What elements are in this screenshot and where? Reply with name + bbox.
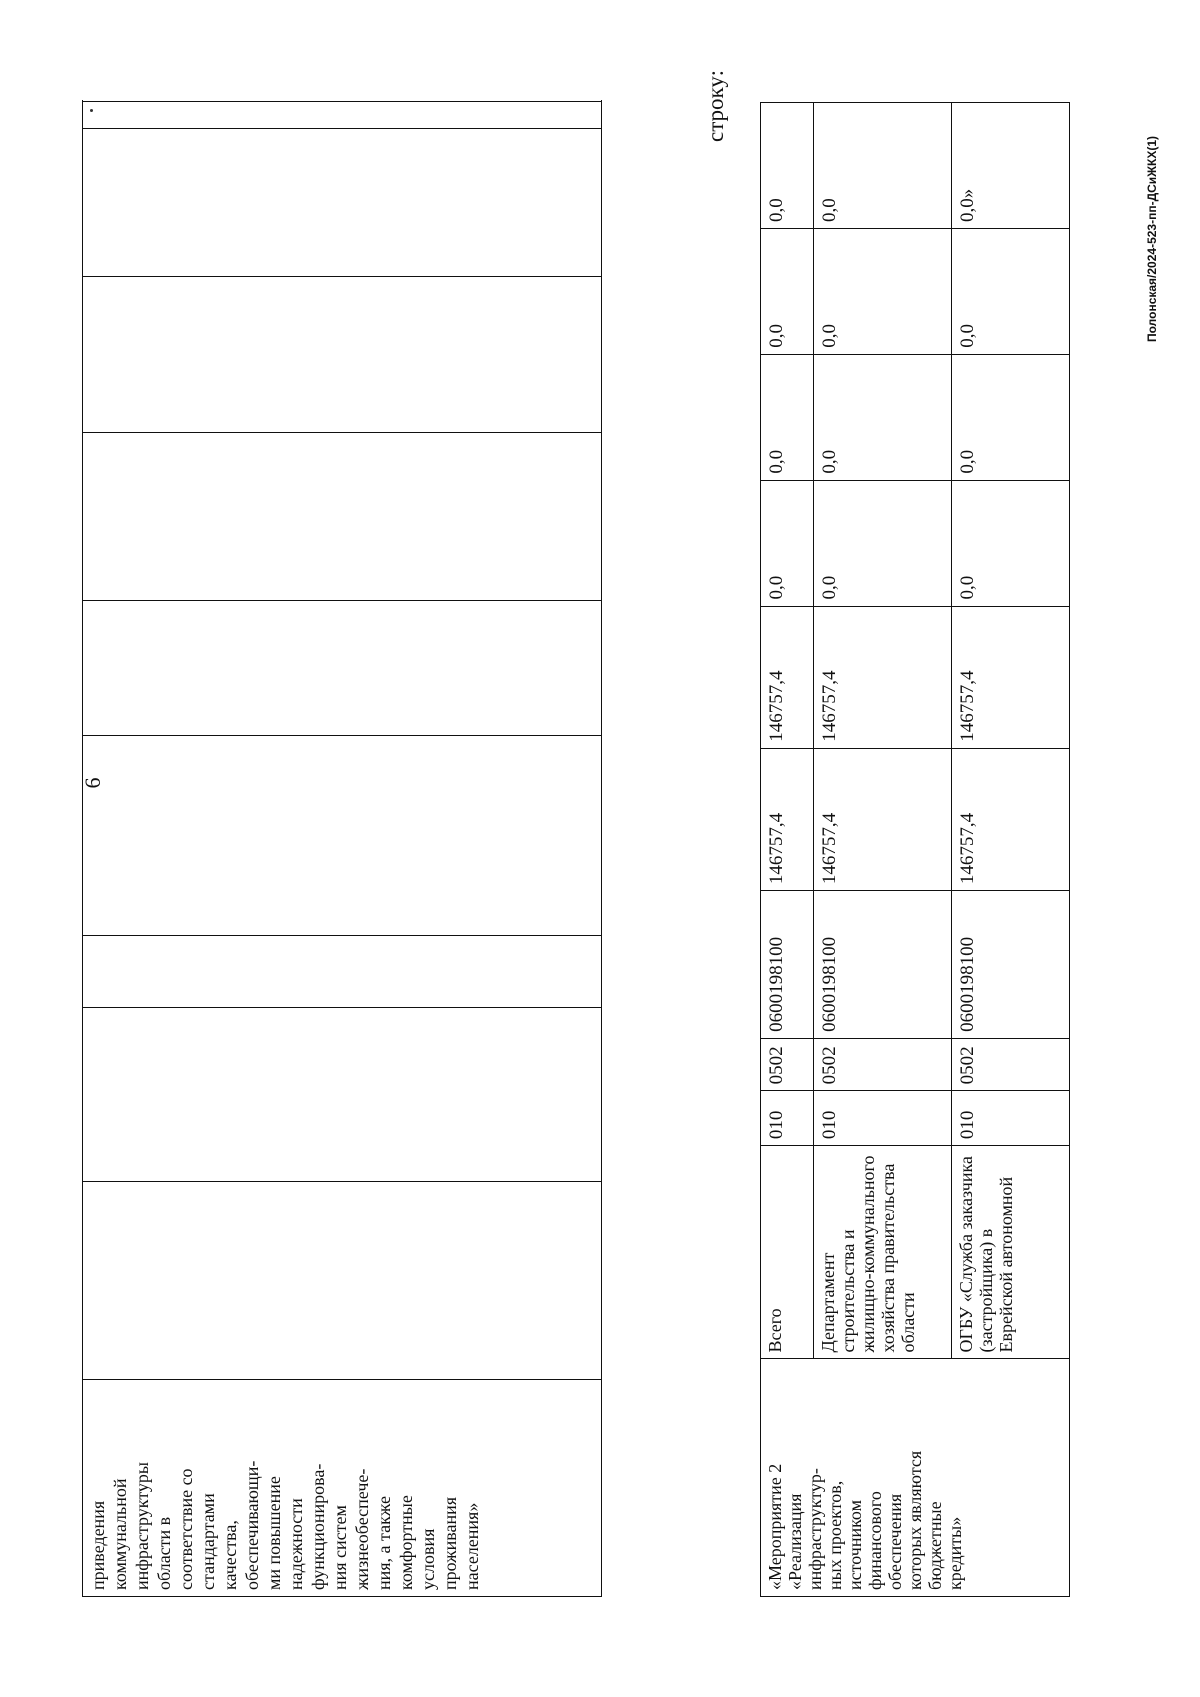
page-number: 6 — [80, 777, 105, 789]
table-cell — [83, 102, 602, 129]
executor-cell: ОГБУ «Служба заказчика (застройщика) в Еврейской автономной — [952, 1146, 1070, 1359]
year-cell: 0,0 — [952, 228, 1070, 354]
document-code: Полонская/2024-523-пп-ДСиЖКХ(1) — [1145, 135, 1159, 342]
csr-cell: 0600198100 — [952, 891, 1070, 1039]
total-cell: 146757,4 — [952, 748, 1070, 890]
year-cell: 146757,4 — [814, 606, 952, 748]
grbs-cell: 010 — [814, 1091, 952, 1146]
total-cell: 146757,4 — [761, 748, 814, 890]
table-cell — [83, 433, 602, 601]
year-cell: 146757,4 — [761, 606, 814, 748]
year-cell: 0,0 — [761, 103, 814, 229]
executor-cell: Департамент строительства и жилищно-коммунального хозяйства правительства области — [814, 1146, 952, 1359]
table-cell — [83, 1008, 602, 1182]
year-cell: 0,0 — [761, 480, 814, 606]
grbs-cell: 010 — [952, 1091, 1070, 1146]
year-cell: 146757,4 — [952, 606, 1070, 748]
year-cell: 0,0 — [952, 480, 1070, 606]
grbs-cell: 010 — [761, 1091, 814, 1146]
csr-cell: 0600198100 — [814, 891, 952, 1039]
table-cell — [83, 277, 602, 433]
table-row — [83, 102, 602, 1597]
csr-cell: 0600198100 — [761, 891, 814, 1039]
continuation-table — [82, 101, 602, 1597]
year-cell: 0,0 — [761, 354, 814, 480]
table-cell: приведения коммунальной инфраструктуры области в соответствие со стандартами качества, обеспечивающи- ми повышение надежности функционирова- ния систем жизнеобеспече- ния, а также комфортные условия проживания населения» — [83, 1380, 602, 1597]
year-cell: 0,0 — [952, 354, 1070, 480]
year-cell: 0,0 — [814, 480, 952, 606]
executor-cell: Всего — [761, 1146, 814, 1359]
rz-cell: 0502 — [814, 1038, 952, 1091]
stroku-label: строку: — [703, 70, 728, 142]
measure-name: «Мероприятие 2 «Реализация инфраструктур- ных проектов, источником финансового обеспечения которых являются бюджетные кредиты» — [761, 1359, 1070, 1597]
total-cell: 146757,4 — [814, 748, 952, 890]
year-cell: 0,0 — [814, 103, 952, 229]
table-row — [761, 103, 814, 1597]
year-cell: 0,0» — [952, 103, 1070, 229]
year-cell: 0,0 — [814, 354, 952, 480]
rz-cell: 0502 — [761, 1038, 814, 1091]
year-cell: 0,0 — [761, 228, 814, 354]
table-cell — [83, 1182, 602, 1380]
measure-table — [760, 102, 1070, 1597]
table-cell — [83, 129, 602, 277]
table-cell — [83, 936, 602, 1008]
rz-cell: 0502 — [952, 1038, 1070, 1091]
table-cell — [83, 736, 602, 936]
table-cell — [83, 601, 602, 736]
year-cell: 0,0 — [814, 228, 952, 354]
